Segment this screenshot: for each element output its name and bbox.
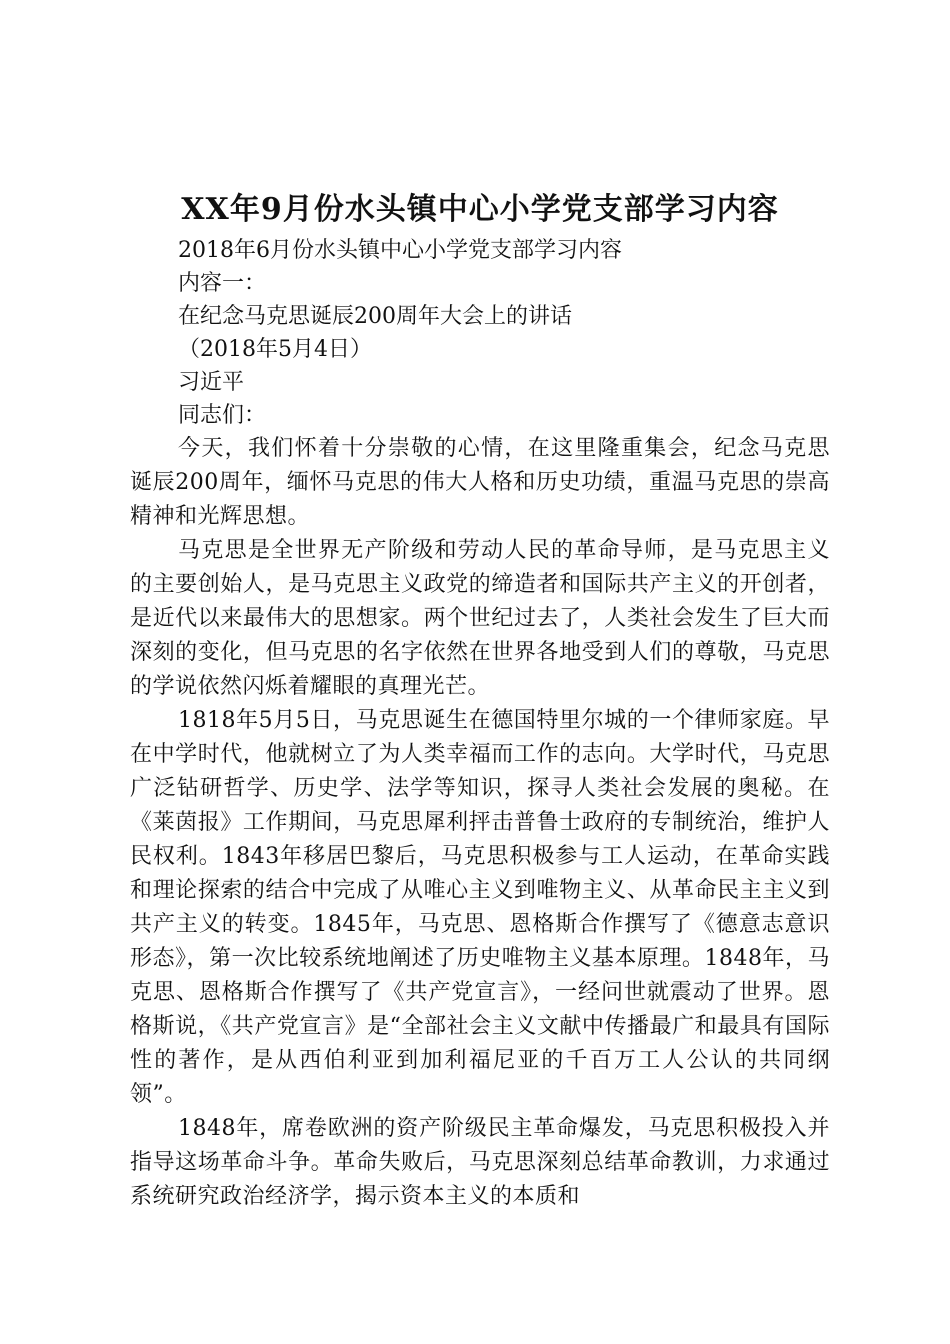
section-label: 内容一： bbox=[178, 271, 267, 296]
paragraph-3: 1818年5月5日，马克思诞生在德国特里尔城的一个律师家庭。早在中学时代，他就树立了为人类幸福而工作的志向。大学时代，马克思广泛钻研哲学、历史学、法学等知识，探寻人类社会发展的奥秘。在《莱茵报》工作期间，马克思犀利抨击普鲁士政府的专制统治，维护人民权利。1843年移居巴黎后，马克思积极参与工人运动，在革命实践和理论探索的结合中完成了从唯心主义到唯物主义、从革命民主主义到共产主义的转变。1845年，马克思、恩格斯合作撰写了《德意志意识形态》，第一次比较系统地阐述了历史唯物主义基本原理。1848年，马克思、恩格斯合作撰写了《共产党宣言》，一经问世就震动了世界。恩格斯说，《共产党宣言》是“全部社会主义文献中传播最广和最具有国际性的著作，是从西伯利亚到加利福尼亚的千百万工人公认的共同纲领”。 bbox=[130, 708, 830, 1107]
paragraph-2: 马克思是全世界无产阶级和劳动人民的革命导师，是马克思主义的主要创始人，是马克思主义政党的缔造者和国际共产主义的开创者，是近代以来最伟大的思想家。两个世纪过去了，人类社会发生了巨大而深刻的变化，但马克思的名字依然在世界各地受到人们的尊敬，马克思的学说依然闪烁着耀眼的真理光芒。 bbox=[130, 538, 830, 699]
speech-date: （2018年5月4日） bbox=[178, 337, 372, 362]
document-body bbox=[130, 190, 830, 1214]
paragraph-4: 1848年，席卷欧洲的资产阶级民主革命爆发，马克思积极投入并指导这场革命斗争。革命失败后，马克思深刻总结革命教训，力求通过系统研究政治经济学，揭示资本主义的本质和 bbox=[130, 1116, 830, 1209]
salutation: 同志们： bbox=[178, 403, 267, 428]
speech-title: 在纪念马克思诞辰200周年大会上的讲话 bbox=[178, 304, 572, 329]
subtitle-line: 2018年6月份水头镇中心小学党支部学习内容 bbox=[178, 238, 622, 263]
paragraph-1: 今天，我们怀着十分崇敬的心情，在这里隆重集会，纪念马克思诞辰200周年，缅怀马克思的伟大人格和历史功绩，重温马克思的崇高精神和光辉思想。 bbox=[130, 436, 830, 529]
speaker-name: 习近平 bbox=[178, 370, 245, 395]
document-title: XX年9月份水头镇中心小学党支部学习内容 bbox=[181, 192, 779, 227]
